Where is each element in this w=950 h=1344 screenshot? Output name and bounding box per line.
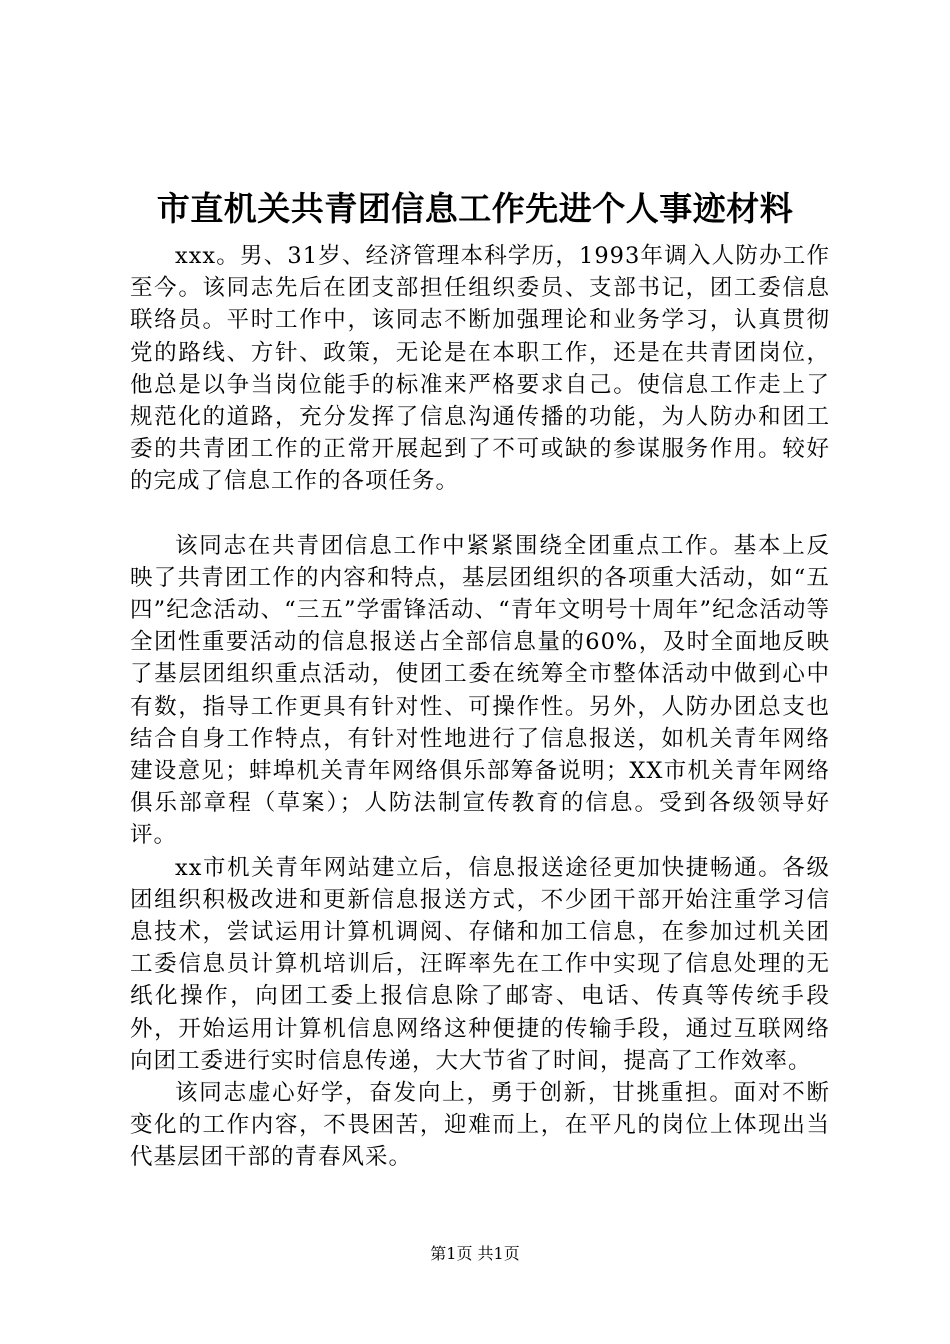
paragraph-1: xxx。男、31岁、经济管理本科学历，1993年调入人防办工作至今。该同志先后在团支部担任组织委员、支部书记，团工委信息联络员。平时工作中，该同志不断加强理论和业务学习，认真贯彻党的路线、方针、政策，无论是在本职工作，还是在共青团岗位，他总是以争当岗位能手的标准来严格要求自己。使信息工作走上了规范化的道路，充分发挥了信息沟通传播的功能，为人防办和团工委的共青团工作的正常开展起到了不可或缺的参谋服务作用。较好的完成了信息工作的各项任务。 — [130, 243, 830, 495]
paragraph-4: 该同志虚心好学，奋发向上，勇于创新，甘挑重担。面对不断变化的工作内容，不畏困苦，迎难而上，在平凡的岗位上体现出当代基层团干部的青春风采。 — [130, 1080, 830, 1171]
page-number-footer: 第1页 共1页 — [430, 1244, 520, 1263]
document-title: 市直机关共青团信息工作先进个人事迹材料 — [156, 189, 794, 228]
paragraph-3: xx市机关青年网站建立后，信息报送途径更加快捷畅通。各级团组织积极改进和更新信息报送方式，不少团干部开始注重学习信息技术，尝试运用计算机调阅、存储和加工信息，在参加过机关团工委信息员计算机培训后，汪晖率先在工作中实现了信息处理的无纸化操作，向团工委上报信息除了邮寄、电话、传真等传统手段外，开始运用计算机信息网络这种便捷的传输手段，通过互联网络向团工委进行实时信息传递，大大节省了时间，提高了工作效率。 — [130, 854, 830, 1074]
document-body — [130, 240, 830, 1174]
paragraph-2: 该同志在共青团信息工作中紧紧围绕全团重点工作。基本上反映了共青团工作的内容和特点，基层团组织的各项重大活动，如“五四”纪念活动、“三五”学雷锋活动、“青年文明号十周年”纪念活动等全团性重要活动的信息报送占全部信息量的60%，及时全面地反映了基层团组织重点活动，使团工委在统筹全市整体活动中做到心中有数，指导工作更具有针对性、可操作性。另外，人防办团总支也结合自身工作特点，有针对性地进行了信息报送，如机关青年网络建设意见；蚌埠机关青年网络俱乐部筹备说明；XX市机关青年网络俱乐部章程（草案）；人防法制宣传教育的信息。受到各级领导好评。 — [130, 532, 830, 849]
